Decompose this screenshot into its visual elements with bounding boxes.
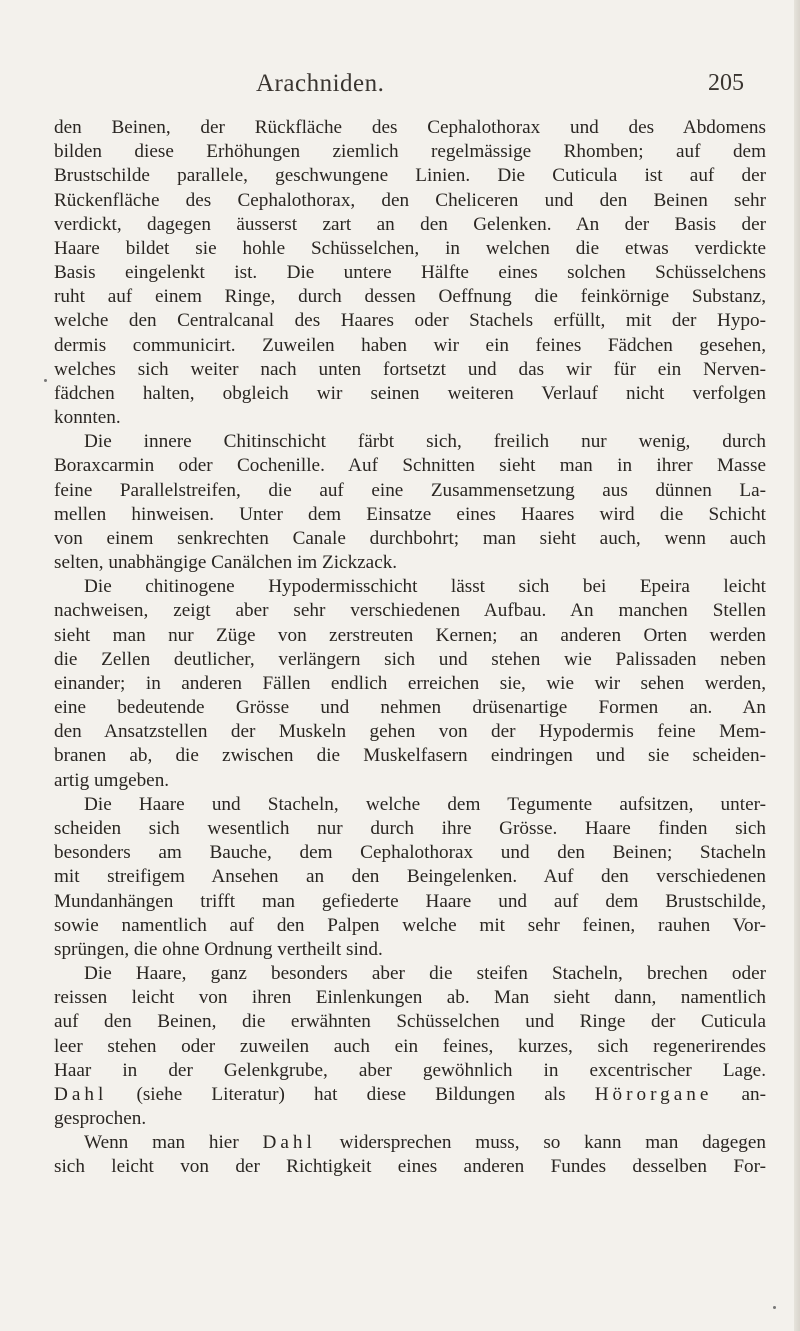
text-line: feine Parallelstreifen, die auf eine Zusammensetzung aus dünnen La- xyxy=(54,479,766,501)
text-line: scheiden sich wesentlich nur durch ihre Grösse. Haare finden sich xyxy=(54,817,766,839)
page-number: 205 xyxy=(708,70,744,96)
body-text xyxy=(54,116,766,1180)
text-line: den Ansatzstellen der Muskeln gehen von der Hypodermis feine Mem- xyxy=(54,721,766,743)
text-line: besonders am Bauche, dem Cephalothorax und den Beinen; Stacheln xyxy=(54,842,766,864)
text-line: verdickt, dagegen äusserst zart an den Gelenken. An der Basis der xyxy=(54,213,766,235)
text-line: leer stehen oder zuweilen auch ein feines, kurzes, sich regenerirendes xyxy=(54,1035,766,1057)
text-line xyxy=(54,1083,766,1107)
author-name: Dahl xyxy=(54,1083,108,1105)
text-line: von einem senkrechten Canale durchbohrt; man sieht auch, wenn auch xyxy=(54,527,766,549)
text-line: ruht auf einem Ringe, durch dessen Oeffnung die feinkörnige Substanz, xyxy=(54,286,766,308)
running-title: Arachniden. xyxy=(256,70,385,97)
text-line: sich leicht von der Richtigkeit eines anderen Fundes desselben For- xyxy=(54,1156,766,1178)
text-line: Haar in der Gelenkgrube, aber gewöhnlich in excentrischer Lage. xyxy=(54,1059,766,1081)
text-line: Die Haare und Stacheln, welche dem Tegumente aufsitzen, unter- xyxy=(84,793,766,815)
text-fragment: (siehe Literatur) hat diese Bildungen als xyxy=(136,1083,566,1105)
text-line: dermis communicirt. Zuweilen haben wir ein feines Fädchen gesehen, xyxy=(54,334,766,356)
text-line: eine bedeutende Grösse und nehmen drüsenartige Formen an. An xyxy=(54,697,766,719)
text-line: gesprochen. xyxy=(54,1108,147,1130)
text-line: Boraxcarmin oder Cochenille. Auf Schnitten sieht man in ihrer Masse xyxy=(54,455,766,477)
text-line: bilden diese Erhöhungen ziemlich regelmässige Rhomben; auf dem xyxy=(54,141,766,163)
text-line: reissen leicht von ihren Einlenkungen ab. Man sieht dann, namentlich xyxy=(54,987,766,1009)
text-line xyxy=(54,1131,766,1155)
text-line: Haare bildet sie hohle Schüsselchen, in welchen die etwas verdickte xyxy=(54,237,766,259)
text-line: mellen hinweisen. Unter dem Einsatze eines Haares wird die Schicht xyxy=(54,503,766,525)
text-line: selten, unabhängige Canälchen im Zickzack. xyxy=(54,552,398,574)
text-line: welches sich weiter nach unten fortsetzt und das wir für ein Nerven- xyxy=(54,358,766,380)
text-line: auf den Beinen, die erwähnten Schüsselchen und Ringe der Cuticula xyxy=(54,1011,766,1033)
text-fragment: Wenn man hier xyxy=(84,1132,239,1154)
text-line: Mundanhängen trifft man gefiederte Haare und auf dem Brustschilde, xyxy=(54,890,766,912)
text-line: sowie namentlich auf den Palpen welche mit sehr feinen, rauhen Vor- xyxy=(54,914,766,936)
text-fragment: an- xyxy=(741,1083,767,1105)
text-line: artig umgeben. xyxy=(54,769,170,791)
text-line: sprüngen, die ohne Ordnung vertheilt sind. xyxy=(54,938,383,960)
page-edge xyxy=(794,0,800,1331)
text-line: Basis eingelenkt ist. Die untere Hälfte eines solchen Schüsselchens xyxy=(54,262,766,284)
text-line: Die Haare, ganz besonders aber die steifen Stacheln, brechen oder xyxy=(84,963,766,985)
text-line: welche den Centralcanal des Haares oder Stachels erfüllt, mit der Hypo- xyxy=(54,310,766,332)
text-fragment: widersprechen muss, so kann man dagegen xyxy=(339,1132,766,1154)
page-header xyxy=(0,64,800,104)
text-line: den Beinen, der Rückfläche des Cephalothorax und des Abdomens xyxy=(54,117,766,138)
text-line: einander; in anderen Fällen endlich erreichen sie, wie wir sehen werden, xyxy=(54,672,766,694)
margin-mark xyxy=(773,1306,776,1309)
author-name: Dahl xyxy=(262,1132,316,1154)
text-line: sieht man nur Züge von zerstreuten Kernen; an anderen Orten werden xyxy=(54,624,766,646)
text-line: Rückenfläche des Cephalothorax, den Cheliceren und den Beinen sehr xyxy=(54,189,766,211)
text-line: nachweisen, zeigt aber sehr verschiedenen Aufbau. An manchen Stellen xyxy=(54,600,766,622)
text-line: fädchen halten, obgleich wir seinen weiteren Verlauf nicht verfolgen xyxy=(54,382,766,404)
text-line: Die chitinogene Hypodermisschicht lässt sich bei Epeira leicht xyxy=(84,576,766,598)
text-line: Brustschilde parallele, geschwungene Linien. Die Cuticula ist auf der xyxy=(54,165,766,187)
text-line: konnten. xyxy=(54,407,121,429)
text-line: mit streifigem Ansehen an den Beingelenken. Auf den verschiedenen xyxy=(54,866,766,888)
text-line: Die innere Chitinschicht färbt sich, freilich nur wenig, durch xyxy=(84,431,766,453)
text-line: branen ab, die zwischen die Muskelfasern eindringen und sie scheiden- xyxy=(54,745,766,767)
margin-mark xyxy=(44,379,47,382)
emphasized-term: Hörorgane xyxy=(594,1083,713,1105)
text-line: die Zellen deutlicher, verlängern sich und stehen wie Palissaden neben xyxy=(54,648,766,670)
